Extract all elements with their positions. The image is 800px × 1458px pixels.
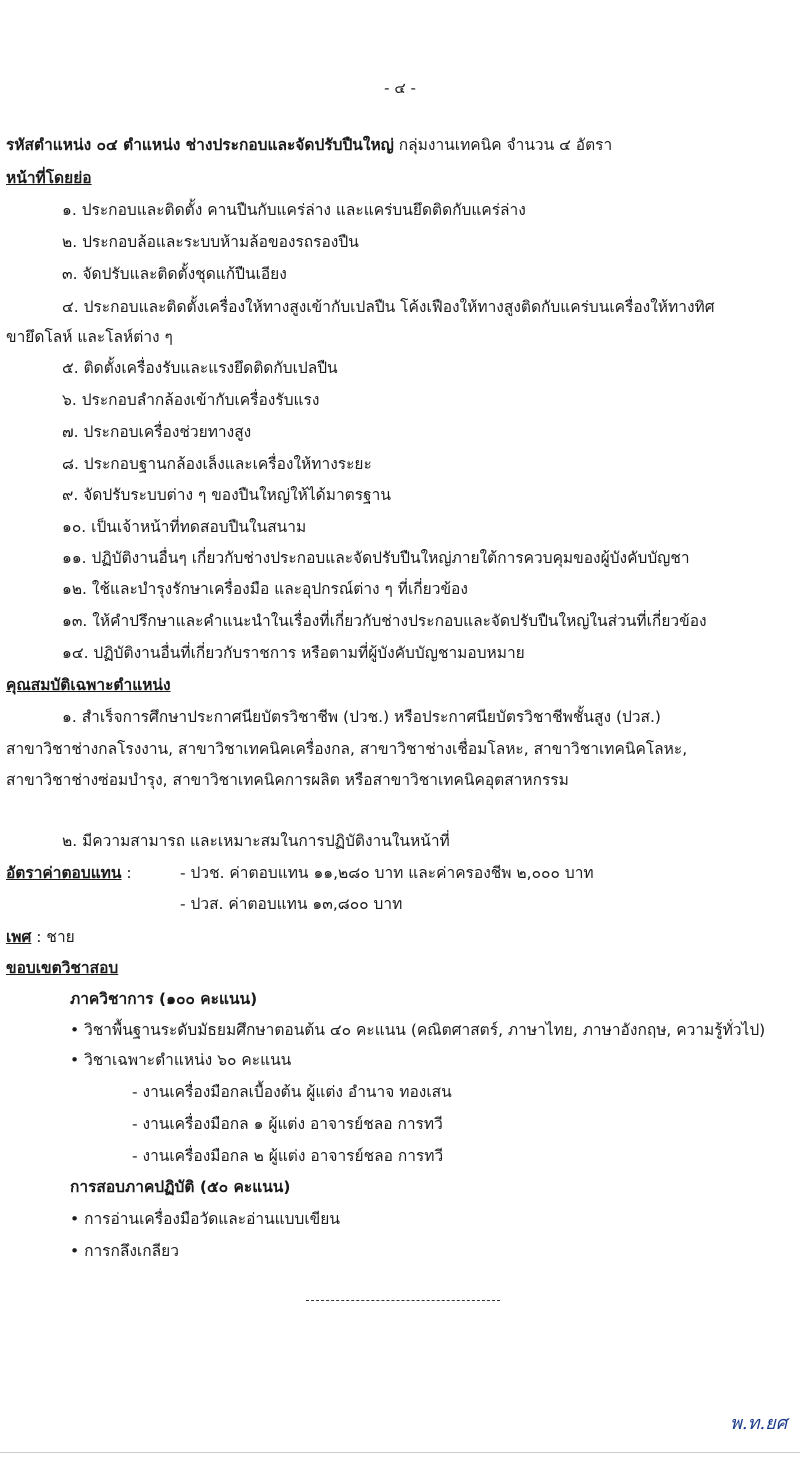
duty-item: ๑๑. ปฏิบัติงานอื่นๆ เกี่ยวกับช่างประกอบและจัดปรับปืนใหญ่ภายใต้การควบคุมของผู้บังคับบัญชา (62, 549, 690, 567)
page-number: - ๔ - (384, 79, 416, 97)
theory-exam-heading: ภาควิชาการ (๑๐๐ คะแนน) (70, 990, 258, 1008)
position-header (6, 134, 612, 156)
compensation-separator: : (121, 864, 132, 882)
qualifications-heading: คุณสมบัติเฉพาะตำแหน่ง (6, 676, 171, 694)
page-edge-line (0, 1452, 800, 1453)
duty-item: ๖. ประกอบลำกล้องเข้ากับเครื่องรับแรง (62, 391, 320, 409)
practical-exam-item: • การกลึงเกลียว (70, 1242, 179, 1260)
position-group-count: กลุ่มงานเทคนิค จำนวน ๔ อัตรา (393, 136, 613, 154)
practical-exam-item: • การอ่านเครื่องมือวัดและอ่านแบบเขียน (70, 1210, 340, 1228)
duty-item: ๑. ประกอบและติดตั้ง คานปืนกับแคร่ล่าง และแคร่บนยึดติดกับแคร่ล่าง (62, 201, 526, 219)
compensation-high-vocational: - ปวส. ค่าตอบแทน ๑๓,๘๐๐ บาท (180, 895, 403, 913)
reference-book: - งานเครื่องมือกลเบื้องต้น ผู้แต่ง อำนาจ ทองเสน (132, 1083, 452, 1101)
qualification-line: ๒. มีความสามารถ และเหมาะสมในการปฏิบัติงานในหน้าที่ (62, 832, 450, 850)
reference-book: - งานเครื่องมือกล ๑ ผู้แต่ง อาจารย์ชลอ การทวี (132, 1115, 443, 1133)
theory-exam-item: • วิชาเฉพาะตำแหน่ง ๖๐ คะแนน (70, 1051, 292, 1069)
duty-item-continuation: ขายึดโลห์ และโลห์ต่าง ๆ (6, 328, 173, 346)
duty-item: ๑๐. เป็นเจ้าหน้าที่ทดสอบปืนในสนาม (62, 518, 307, 536)
compensation-row-1 (6, 862, 594, 884)
qualification-line: สาขาวิชาช่างกลโรงงาน, สาขาวิชาเทคนิคเครื่องกล, สาขาวิชาช่างเชื่อมโลหะ, สาขาวิชาเทคนิคโลหะ, (6, 740, 688, 758)
handwritten-initials: พ.ท.ยศ (730, 1413, 788, 1434)
end-divider (306, 1300, 500, 1301)
gender-value: : ชาย (31, 928, 75, 946)
duty-item: ๔. ประกอบและติดตั้งเครื่องให้ทางสูงเข้ากับเปลปืน โค้งเฟืองให้ทางสูงติดกับแคร่บนเครื่องให้ทางทิศ (62, 298, 715, 316)
duty-item: ๕. ติดตั้งเครื่องรับและแรงยึดติดกับเปลปืน (62, 359, 338, 377)
duty-item: ๙. จัดปรับระบบต่าง ๆ ของปืนใหญ่ให้ได้มาตรฐาน (62, 486, 391, 504)
reference-book: - งานเครื่องมือกล ๒ ผู้แต่ง อาจารย์ชลอ การทวี (132, 1147, 444, 1165)
theory-exam-item: • วิชาพื้นฐานระดับมัธยมศึกษาตอนต้น ๔๐ คะแนน (คณิตศาสตร์, ภาษาไทย, ภาษาอังกฤษ, ความรู้ทั่วไป) (70, 1021, 766, 1039)
practical-exam-heading: การสอบภาคปฏิบัติ (๕๐ คะแนน) (70, 1178, 291, 1196)
compensation-vocational: - ปวช. ค่าตอบแทน ๑๑,๒๘๐ บาท และค่าครองชีพ ๒,๐๐๐ บาท (180, 864, 594, 882)
duty-item: ๓. จัดปรับและติดตั้งชุดแก้ปืนเอียง (62, 265, 287, 283)
duty-item: ๑๓. ให้คำปรึกษาและคำแนะนำในเรื่องที่เกี่ยวกับช่างประกอบและจัดปรับปืนใหญ่ในส่วนที่เกี่ยวข้อง (62, 612, 707, 630)
qualification-line: ๑. สำเร็จการศึกษาประกาศนียบัตรวิชาชีพ (ปวช.) หรือประกาศนียบัตรวิชาชีพชั้นสูง (ปวส.) (62, 708, 661, 726)
duty-item: ๘. ประกอบฐานกล้องเล็งและเครื่องให้ทางระยะ (62, 455, 372, 473)
duties-heading: หน้าที่โดยย่อ (6, 169, 92, 187)
exam-scope-heading: ขอบเขตวิชาสอบ (6, 959, 119, 977)
qualification-line: สาขาวิชาช่างซ่อมบำรุง, สาขาวิชาเทคนิคการผลิต หรือสาขาวิชาเทคนิคอุตสาหกรรม (6, 771, 569, 789)
duty-item: ๑๒. ใช้และบำรุงรักษาเครื่องมือ และอุปกรณ์ต่าง ๆ ที่เกี่ยวข้อง (62, 580, 468, 598)
gender-heading: เพศ (6, 928, 32, 946)
position-code-title: รหัสตำแหน่ง ๐๔ ตำแหน่ง ช่างประกอบและจัดปรับปืนใหญ่ (6, 136, 394, 154)
duty-item: ๒. ประกอบล้อและระบบห้ามล้อของรถรองปืน (62, 233, 359, 251)
duty-item: ๑๔. ปฏิบัติงานอื่นที่เกี่ยวกับราชการ หรือตามที่ผู้บังคับบัญชามอบหมาย (62, 644, 525, 662)
compensation-heading: อัตราค่าตอบแทน (6, 864, 122, 882)
duty-item: ๗. ประกอบเครื่องช่วยทางสูง (62, 423, 252, 441)
gender-row (6, 926, 75, 948)
